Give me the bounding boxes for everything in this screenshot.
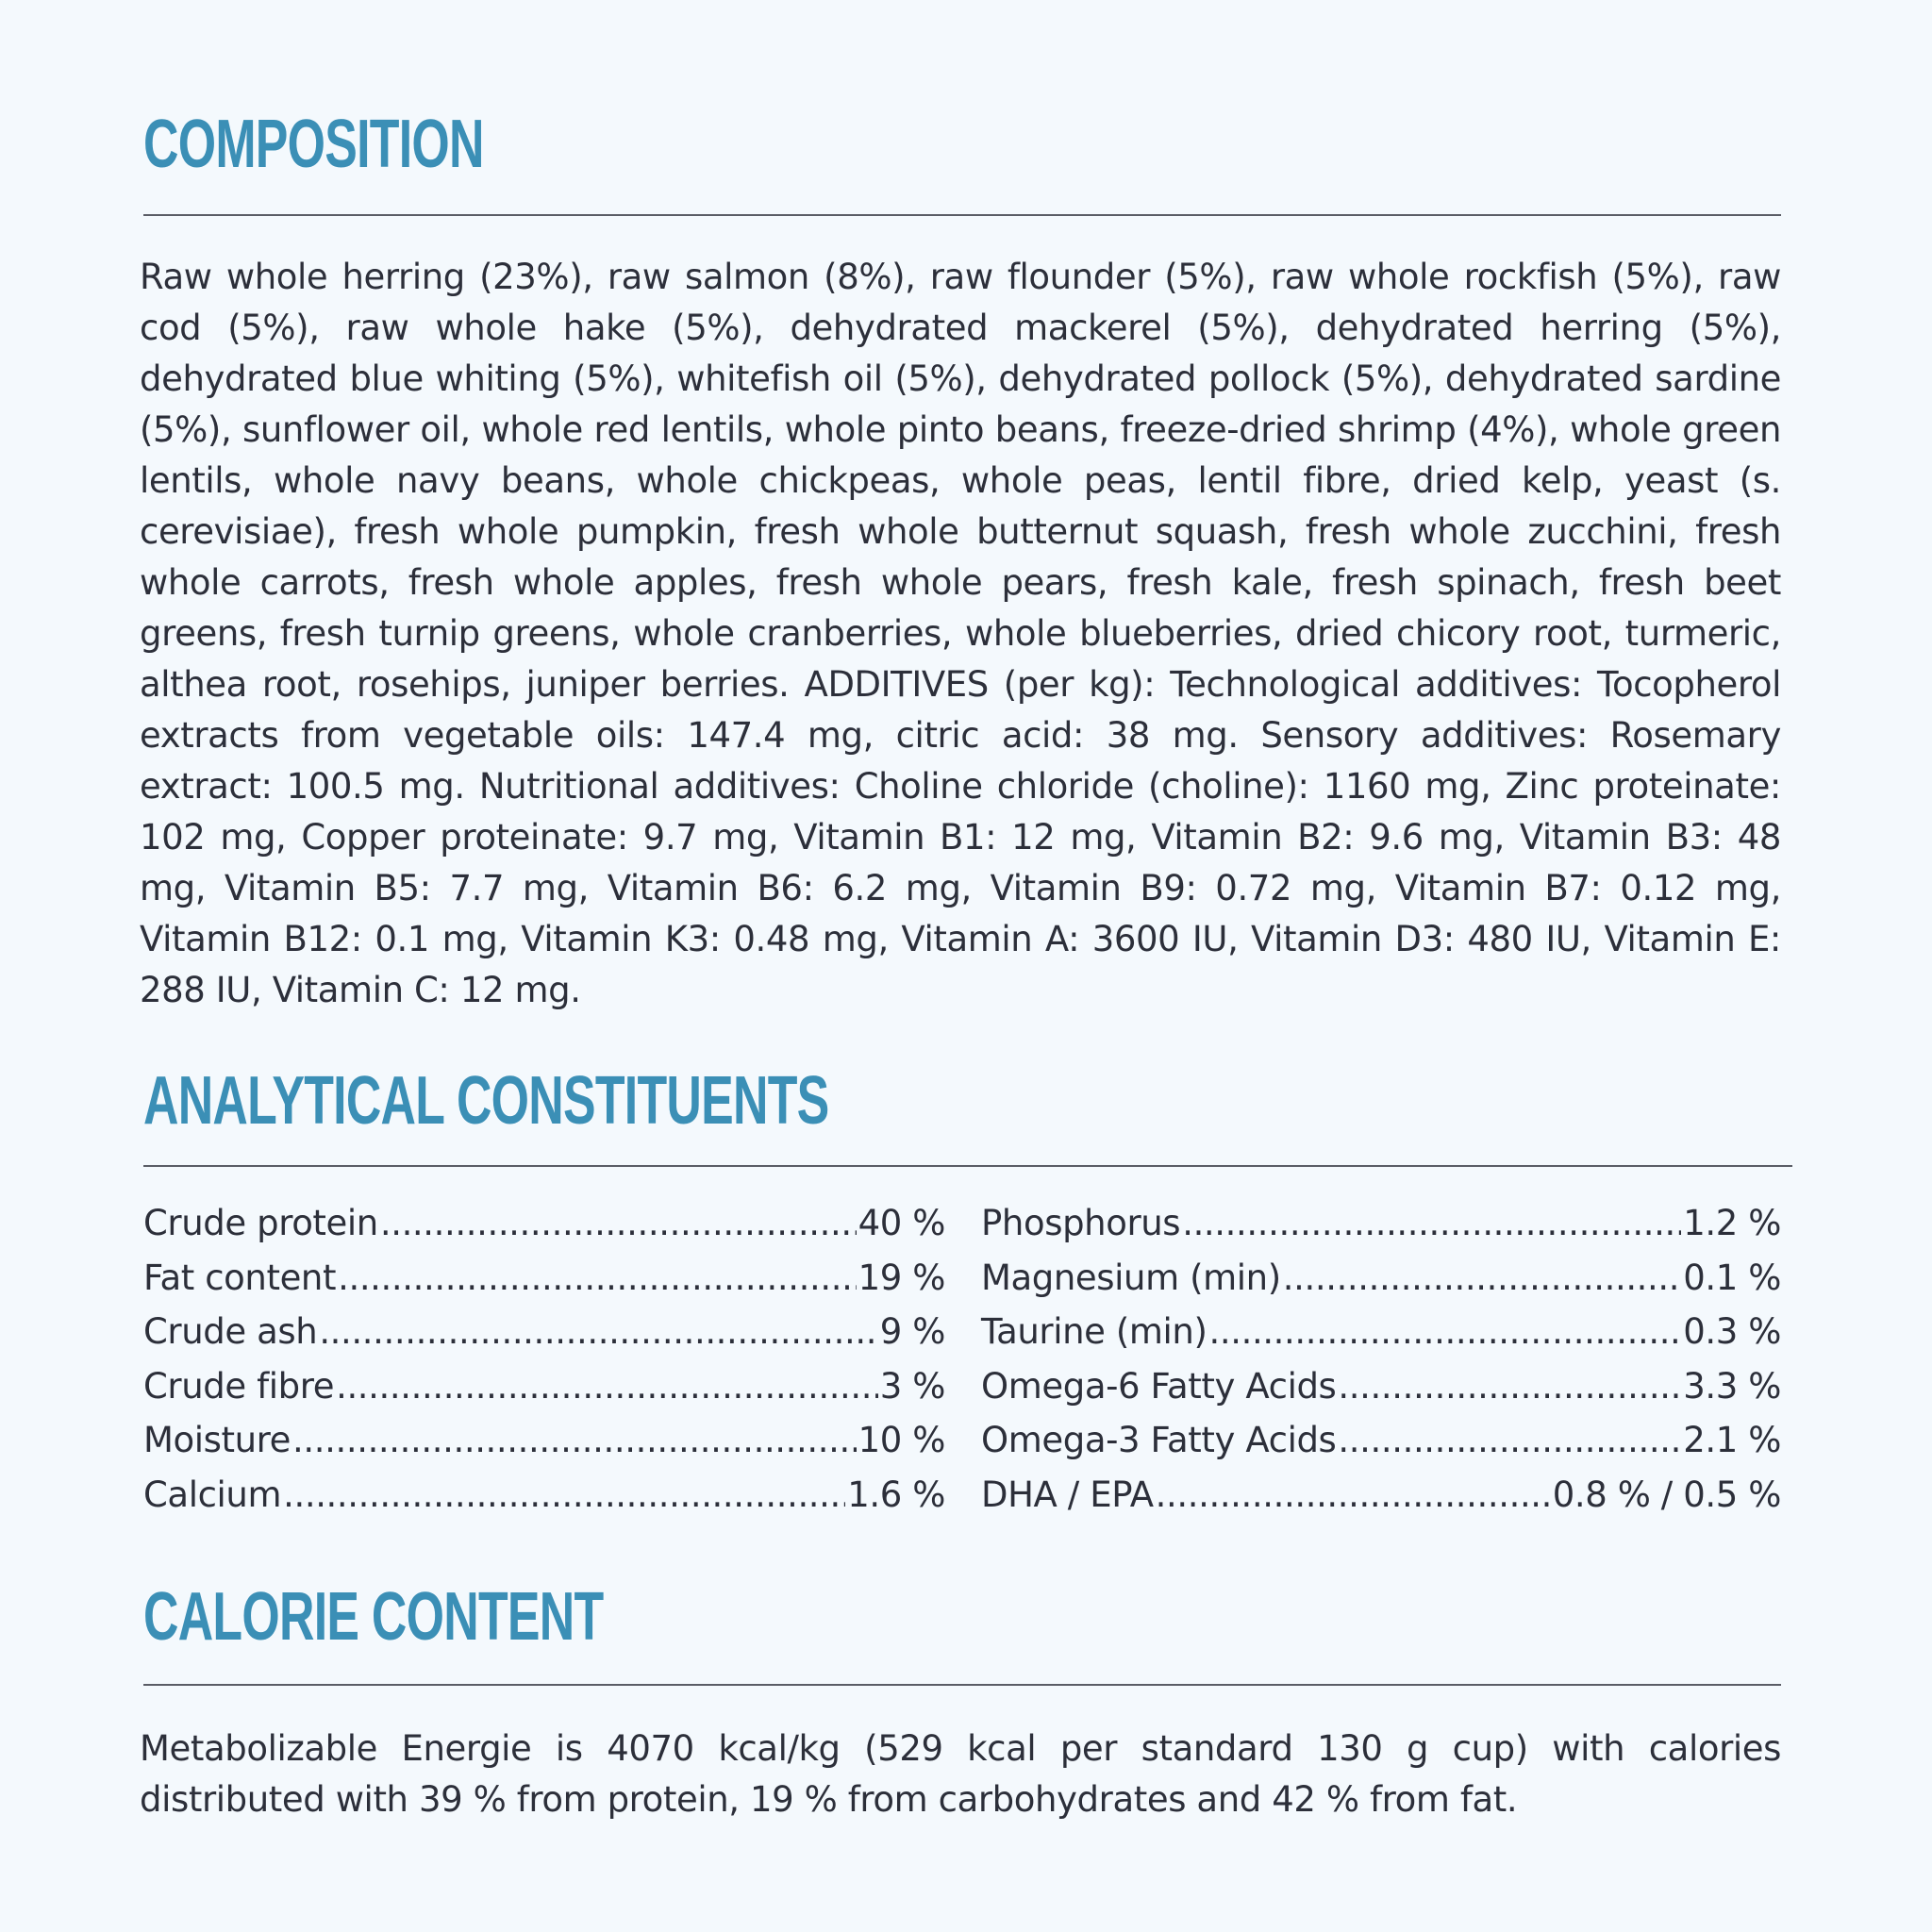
calorie-heading: CALORIE CONTENT (143, 1579, 604, 1655)
constituent-name: Moisture (143, 1420, 291, 1460)
constituent-name: Omega-3 Fatty Acids (981, 1420, 1337, 1460)
constituent-value: 1.2 % (1683, 1203, 1781, 1243)
constituent-row (981, 1474, 1781, 1529)
constituent-name: Crude protein (143, 1203, 378, 1243)
dot-leader (319, 1311, 877, 1352)
constituent-value: 9 % (879, 1311, 945, 1352)
constituent-name: DHA / EPA (981, 1474, 1154, 1515)
constituent-name: Calcium (143, 1474, 282, 1515)
constituent-name: Crude ash (143, 1311, 318, 1352)
dot-leader (292, 1420, 857, 1460)
constituent-value: 3 % (879, 1365, 945, 1407)
constituent-row (143, 1311, 945, 1366)
constituent-value: 40 % (858, 1203, 945, 1243)
constituent-row (981, 1420, 1781, 1474)
constituents-right-column (981, 1203, 1781, 1528)
constituent-value: 2.1 % (1683, 1420, 1781, 1460)
constituent-name: Magnesium (min) (981, 1257, 1281, 1298)
constituent-name: Phosphorus (981, 1203, 1181, 1243)
constituent-value: 3.3 % (1683, 1365, 1781, 1407)
constituent-value: 0.3 % (1683, 1311, 1781, 1352)
analytical-heading: ANALYTICAL CONSTITUENTS (143, 1063, 829, 1139)
constituent-value: 19 % (858, 1257, 945, 1298)
dot-leader (1182, 1203, 1681, 1243)
constituent-value: 0.1 % (1683, 1257, 1781, 1298)
constituent-value: 10 % (858, 1420, 945, 1460)
constituent-name: Fat content (143, 1257, 337, 1298)
dot-leader (1283, 1257, 1681, 1298)
ingredients-list: Raw whole herring (23%), raw salmon (8%), raw flounder (5%), raw whole rockfish (5%), raw cod (5%), raw whole hake (5%), dehydrated mackerel (5%), dehydrated herring (5%), dehydrated blue whiting (5%), whitefish oil (5%), dehydrated pollock (5%), dehydrated sardine (5%), sunflower oil, whole red lentils, whole pinto beans, freeze-dried shrimp (4%), whole green lentils, whole navy beans, whole chickpeas, whole peas, lentil fibre, dried kelp, yeast (s. cerevisiae), fresh whole pumpkin, fresh whole butternut squash, fresh whole zucchini, fresh whole carrots, fresh whole apples, fresh whole pears, fresh kale, fresh spinach, fresh beet greens, fresh turnip greens, whole cranberries, whole blueberries, dried chicory root, turmeric, althea root, rosehips, juniper berries. (140, 257, 1781, 705)
dot-leader (1338, 1420, 1681, 1460)
composition-divider (143, 214, 1781, 216)
constituent-row (143, 1257, 945, 1312)
constituent-row (981, 1203, 1781, 1257)
constituents-left-column (143, 1203, 945, 1528)
analytical-divider (143, 1165, 1792, 1167)
dot-leader (338, 1257, 857, 1298)
constituent-value: 1.6 % (847, 1474, 945, 1515)
dot-leader (283, 1474, 845, 1515)
constituent-name: Taurine (min) (981, 1311, 1208, 1352)
constituent-name: Omega-6 Fatty Acids (981, 1365, 1337, 1407)
calorie-divider (143, 1684, 1781, 1686)
dot-leader (336, 1366, 878, 1407)
constituent-row (143, 1366, 945, 1421)
constituent-row (143, 1474, 945, 1529)
constituent-row (981, 1311, 1781, 1366)
dot-leader (1338, 1366, 1681, 1407)
constituent-value: 0.8 % / 0.5 % (1552, 1474, 1781, 1515)
constituent-row (981, 1366, 1781, 1421)
additives-list: ADDITIVES (per kg): Technological additives: Tocopherol extracts from vegetable oils: 147.4 mg, citric acid: 38 mg. Sensory additives: Rosemary extract: 100.5 mg. Nutritional additives: Choline chloride (choline): 1160 mg, Zinc proteinate: 102 mg, Copper proteinate: 9.7 mg, Vitamin B1: 12 mg, Vitamin B2: 9.6 mg, Vitamin B3: 48 mg, Vitamin B5: 7.7 mg, Vitamin B6: 6.2 mg, Vitamin B9: 0.72 mg, Vitamin B7: 0.12 mg, Vitamin B12: 0.1 mg, Vitamin K3: 0.48 mg, Vitamin A: 3600 IU, Vitamin D3: 480 IU, Vitamin E: 288 IU, Vitamin C: 12 mg. (140, 664, 1781, 1010)
constituent-row (143, 1420, 945, 1474)
calorie-text: Metabolizable Energie is 4070 kcal/kg (529 kcal per standard 130 g cup) with calories distributed with 39 % from protein, 19 % from carbohydrates and 42 % from fat. (140, 1728, 1781, 1820)
constituent-name: Crude fibre (143, 1365, 335, 1407)
constituent-row (981, 1257, 1781, 1312)
dot-leader (1209, 1311, 1682, 1352)
dot-leader (1156, 1474, 1551, 1515)
composition-heading: COMPOSITION (143, 107, 484, 182)
dot-leader (380, 1203, 857, 1243)
constituent-row (143, 1203, 945, 1257)
composition-text (140, 252, 1781, 1016)
